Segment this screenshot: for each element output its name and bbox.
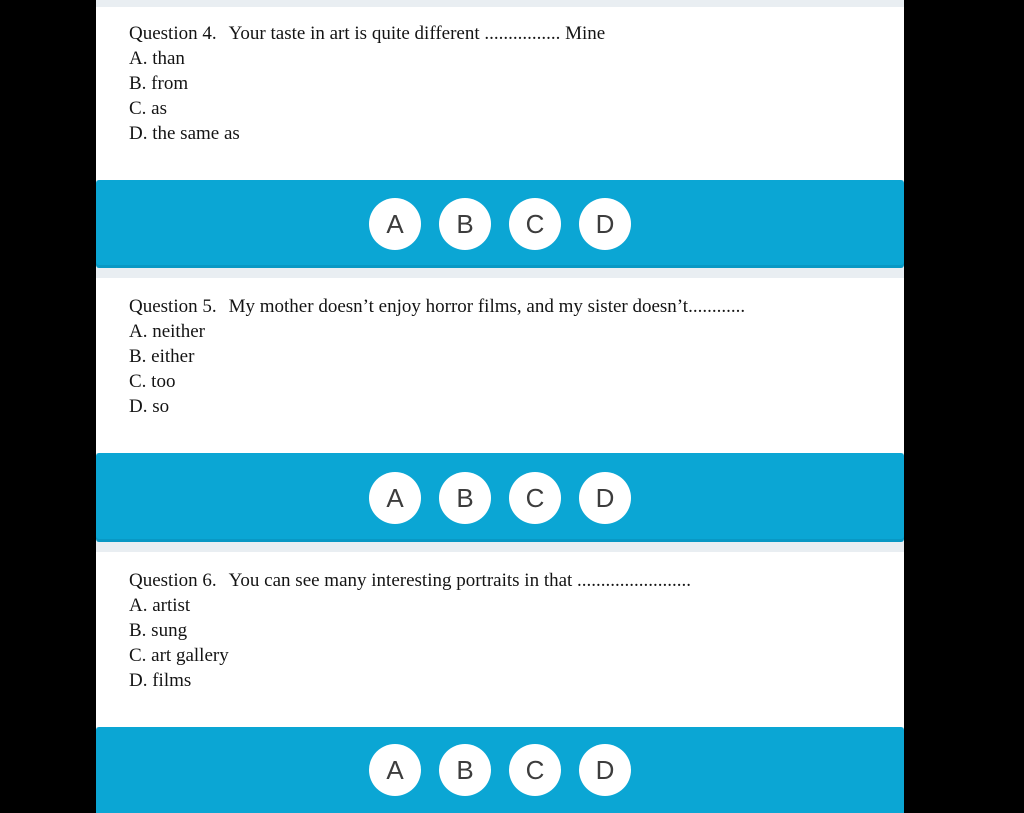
question-4-label: Question 4. xyxy=(129,23,217,44)
quiz-content-column xyxy=(96,0,904,813)
question-4-text: Your taste in art is quite different ................ Mine xyxy=(228,23,606,44)
question-4-option-b: B. from xyxy=(129,73,189,94)
question-card-6 xyxy=(96,552,904,727)
answer-button-d-q5[interactable]: D xyxy=(579,472,631,524)
question-5-option-c: C. too xyxy=(129,371,176,392)
question-5-line xyxy=(129,294,884,319)
question-4-option-a: A. than xyxy=(129,48,185,69)
answer-button-c-q4[interactable]: C xyxy=(509,198,561,250)
question-card-5 xyxy=(96,278,904,453)
question-4-option-d: D. the same as xyxy=(129,123,240,144)
answer-button-a-q6[interactable]: A xyxy=(369,744,421,796)
answer-bar-question-6 xyxy=(96,727,904,813)
answer-button-a-q4[interactable]: A xyxy=(369,198,421,250)
question-6-label: Question 6. xyxy=(129,570,217,591)
answer-bar-question-4 xyxy=(96,180,904,268)
answer-button-b-q6[interactable]: B xyxy=(439,744,491,796)
question-5-text: My mother doesn’t enjoy horror films, and my sister doesn’t............ xyxy=(228,296,746,317)
question-card-4 xyxy=(96,7,904,180)
question-4-line xyxy=(129,21,884,46)
answer-button-d-q6[interactable]: D xyxy=(579,744,631,796)
question-5-option-b: B. either xyxy=(129,346,195,367)
question-6-option-d: D. films xyxy=(129,670,192,691)
question-5-option-a: A. neither xyxy=(129,321,205,342)
answer-bar-question-5 xyxy=(96,453,904,542)
question-4-option-c: C. as xyxy=(129,98,167,119)
answer-button-c-q5[interactable]: C xyxy=(509,472,561,524)
question-6-line xyxy=(129,568,884,593)
question-6-option-c: C. art gallery xyxy=(129,645,229,666)
answer-button-b-q4[interactable]: B xyxy=(439,198,491,250)
question-6-text: You can see many interesting portraits in that ........................ xyxy=(228,570,692,591)
question-5-option-d: D. so xyxy=(129,396,170,417)
question-6-option-a: A. artist xyxy=(129,595,191,616)
question-5-label: Question 5. xyxy=(129,296,217,317)
question-6-option-b: B. sung xyxy=(129,620,188,641)
answer-button-d-q4[interactable]: D xyxy=(579,198,631,250)
answer-button-c-q6[interactable]: C xyxy=(509,744,561,796)
answer-button-b-q5[interactable]: B xyxy=(439,472,491,524)
answer-button-a-q5[interactable]: A xyxy=(369,472,421,524)
